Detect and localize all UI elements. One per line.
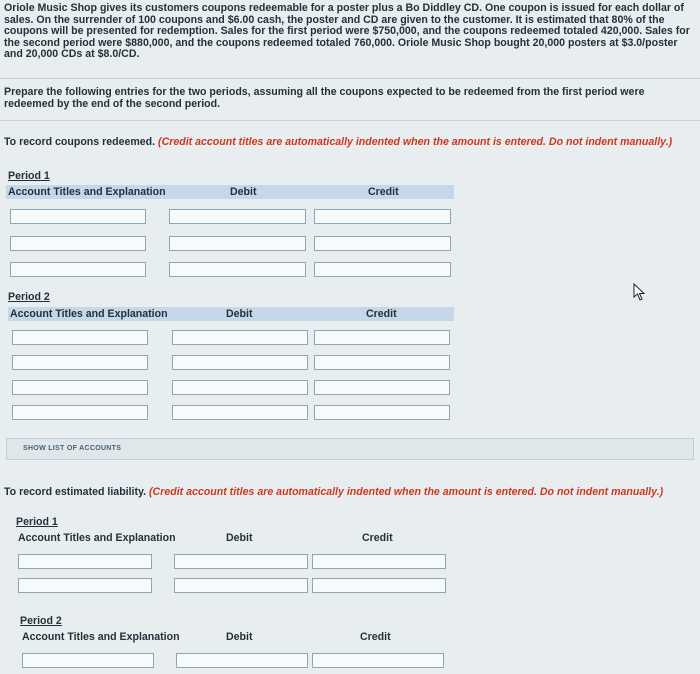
period-1-label	[16, 516, 58, 528]
account-title-input[interactable]	[10, 209, 146, 224]
show-list-of-accounts-button[interactable]: SHOW LIST OF ACCOUNTS	[6, 438, 694, 460]
account-title-input[interactable]	[12, 405, 148, 420]
period-title: Period 2	[8, 291, 50, 303]
debit-input[interactable]	[169, 262, 306, 277]
credit-input[interactable]	[312, 578, 446, 593]
credit-header: Credit	[362, 532, 393, 544]
credit-header: Credit	[368, 186, 399, 198]
debit-input[interactable]	[172, 405, 308, 420]
credit-input[interactable]	[314, 262, 451, 277]
account-titles-header: Account Titles and Explanation	[22, 631, 180, 643]
account-title-input[interactable]	[12, 330, 148, 345]
debit-header: Debit	[226, 308, 253, 320]
credit-input[interactable]	[314, 330, 450, 345]
period-title: Period 1	[8, 170, 50, 182]
cursor-icon	[632, 283, 648, 301]
debit-input[interactable]	[172, 355, 308, 370]
credit-input[interactable]	[314, 209, 451, 224]
period-title: Period 2	[20, 615, 62, 627]
section-coupons-redeemed-header	[4, 136, 690, 148]
debit-input[interactable]	[169, 236, 306, 251]
period-2-column-header	[8, 307, 454, 321]
debit-header: Debit	[226, 532, 253, 544]
debit-input[interactable]	[169, 209, 306, 224]
debit-input[interactable]	[174, 578, 308, 593]
section-label: To record estimated liability.	[4, 486, 147, 498]
section-note: (Credit account titles are automatically indented when the amount is entered. Do not indent manually.)	[158, 136, 673, 148]
period-1-column-header	[6, 185, 454, 199]
problem-text: Oriole Music Shop gives its customers coupons redeemable for a poster plus a Bo Diddley CD. One coupon is issued for each dollar of sales. On the surrender of 100 coupons and $6.00 cash, the poster and CD are given to the customer. It is estimated that 80% of the coupons will be presented for redemption. Sales for the first period were $750,000, and the coupons redeemed totaled 420,000. Sales for the second period were $880,000, and the coupons redeemed totaled 760,000. Oriole Music Shop bought 20,000 posters at $3.0/poster and 20,000 CDs at $8.0/CD.	[4, 2, 690, 61]
section-note: (Credit account titles are automatically indented when the amount is entered. Do not indent manually.)	[149, 486, 664, 498]
account-titles-header: Account Titles and Explanation	[10, 308, 168, 320]
account-title-input[interactable]	[10, 262, 146, 277]
period-2-column-header	[20, 630, 460, 644]
section-estimated-liability-header	[4, 486, 690, 498]
credit-header: Credit	[360, 631, 391, 643]
period-title: Period 1	[16, 516, 58, 528]
debit-input[interactable]	[172, 380, 308, 395]
credit-input[interactable]	[314, 355, 450, 370]
divider	[0, 120, 700, 121]
account-title-input[interactable]	[12, 380, 148, 395]
account-title-input[interactable]	[18, 578, 152, 593]
credit-input[interactable]	[314, 236, 451, 251]
period-1-column-header	[16, 531, 456, 545]
account-title-input[interactable]	[22, 653, 154, 668]
credit-input[interactable]	[312, 554, 446, 569]
debit-input[interactable]	[172, 330, 308, 345]
section-label: To record coupons redeemed.	[4, 136, 156, 148]
debit-header: Debit	[226, 631, 253, 643]
credit-input[interactable]	[312, 653, 444, 668]
account-title-input[interactable]	[18, 554, 152, 569]
debit-input[interactable]	[176, 653, 308, 668]
period-1-label	[8, 170, 50, 182]
account-titles-header: Account Titles and Explanation	[18, 532, 176, 544]
account-titles-header: Account Titles and Explanation	[8, 186, 166, 198]
credit-input[interactable]	[314, 380, 450, 395]
credit-header: Credit	[366, 308, 397, 320]
account-title-input[interactable]	[10, 236, 146, 251]
debit-input[interactable]	[174, 554, 308, 569]
divider	[0, 78, 700, 79]
period-2-label	[20, 615, 62, 627]
credit-input[interactable]	[314, 405, 450, 420]
instruction-text: Prepare the following entries for the two periods, assuming all the coupons expected to be redeemed from the first period were redeemed by the end of the second period.	[4, 86, 645, 110]
period-2-label	[8, 291, 50, 303]
account-title-input[interactable]	[12, 355, 148, 370]
debit-header: Debit	[230, 186, 257, 198]
